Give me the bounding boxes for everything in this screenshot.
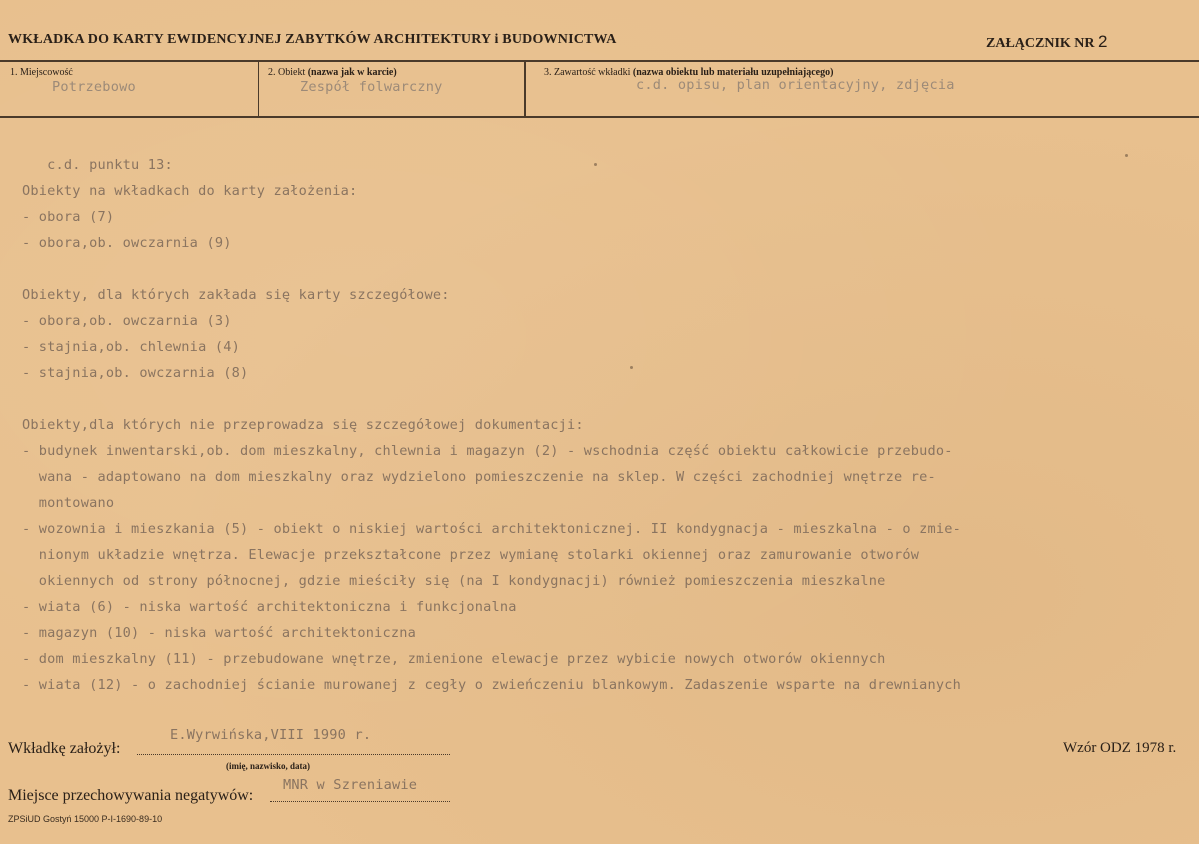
typed-line: - stajnia,ob. chlewnia (4)	[22, 339, 240, 355]
typed-line: - wozownia i mieszkania (5) - obiekt o niskiej wartości architektonicznej. II kondygnacja - mieszkalna - o zmie-	[22, 521, 962, 537]
form-title: WKŁADKA DO KARTY EWIDENCYJNEJ ZABYTKÓW ARCHITEKTURY i BUDOWNICTWA	[8, 32, 617, 47]
typed-line: - wiata (6) - niska wartość architektoniczna i funkcjonalna	[22, 599, 517, 615]
field-2-label-note: (nazwa jak w karcie)	[307, 67, 397, 78]
header-bottom-rule	[0, 116, 1199, 118]
form-model: Wzór ODZ 1978 r.	[1063, 740, 1177, 756]
field-divider-1	[258, 60, 259, 116]
typed-line: Obiekty, dla których zakłada się karty szczegółowe:	[22, 287, 450, 303]
founder-label: Wkładkę założył:	[8, 740, 121, 757]
printer-imprint: ZPSiUD Gostyń 15000 P-I-1690-89-10	[8, 814, 163, 824]
paper-speck	[630, 366, 633, 369]
typed-line: - obora (7)	[22, 209, 115, 225]
annex-label	[986, 32, 1107, 52]
storage-value: MNR w Szreniawie	[283, 777, 418, 793]
typed-line: wana - adaptowano na dom mieszkalny oraz wydzielono pomieszczenie na sklep. W części zachodniej wnętrze re-	[22, 469, 936, 485]
paper-speck	[594, 163, 597, 166]
typed-line: Obiekty na wkładkach do karty założenia:	[22, 183, 358, 199]
field-3-value: c.d. opisu, plan orientacyjny, zdjęcia	[636, 77, 955, 93]
typed-line: - obora,ob. owczarnia (3)	[22, 313, 232, 329]
typed-line: c.d. punktu 13:	[22, 157, 173, 173]
field-2-label	[268, 67, 397, 78]
founder-value: E.Wyrwińska,VIII 1990 r.	[170, 727, 372, 743]
typed-line: - stajnia,ob. owczarnia (8)	[22, 365, 249, 381]
paper-speck	[1125, 154, 1128, 157]
header-top-rule	[0, 60, 1199, 62]
field-1-value: Potrzebowo	[52, 79, 136, 95]
typed-line: - wiata (12) - o zachodniej ścianie murowanej z cegły o zwieńczeniu blankowym. Zadaszenie wsparte na drewnianych	[22, 677, 962, 693]
typed-line: - magazyn (10) - niska wartość architektoniczna	[22, 625, 417, 641]
field-1-label: 1. Miejscowość	[10, 67, 73, 78]
typed-line: - budynek inwentarski,ob. dom mieszkalny, chlewnia i magazyn (2) - wschodnia część obiektu całkowicie przebudo-	[22, 443, 953, 459]
founder-dotted-line	[137, 754, 450, 755]
typed-line: okiennych od strony północnej, gdzie mieściły się (na I kondygnacji) również pomieszczenia mieszkalne	[22, 573, 886, 589]
field-3-label-num: 3. Zawartość wkładki	[544, 67, 631, 78]
field-divider-2	[524, 60, 526, 116]
typed-line: - obora,ob. owczarnia (9)	[22, 235, 232, 251]
typed-line: - dom mieszkalny (11) - przebudowane wnętrze, zmienione elewacje przez wybicie nowych otworów okiennych	[22, 651, 886, 667]
typed-line: montowano	[22, 495, 115, 511]
typed-line: Obiekty,dla których nie przeprowadza się szczegółowej dokumentacji:	[22, 417, 584, 433]
storage-dotted-line	[270, 801, 450, 802]
field-3-label-note: (nazwa obiektu lub materiału uzupełniającego)	[632, 67, 834, 78]
annex-label-text: ZAŁĄCZNIK NR	[986, 36, 1095, 51]
field-2-label-num: 2. Obiekt	[268, 67, 306, 78]
founder-note: (imię, nazwisko, data)	[226, 761, 310, 771]
annex-number: 2	[1098, 32, 1108, 51]
storage-label: Miejsce przechowywania negatywów:	[8, 787, 254, 804]
typed-line: nionym układzie wnętrza. Elewacje przekształcone przez wymianę stolarki okiennej oraz zamurowanie otworów	[22, 547, 920, 563]
field-2-value: Zespół folwarczny	[300, 79, 443, 95]
